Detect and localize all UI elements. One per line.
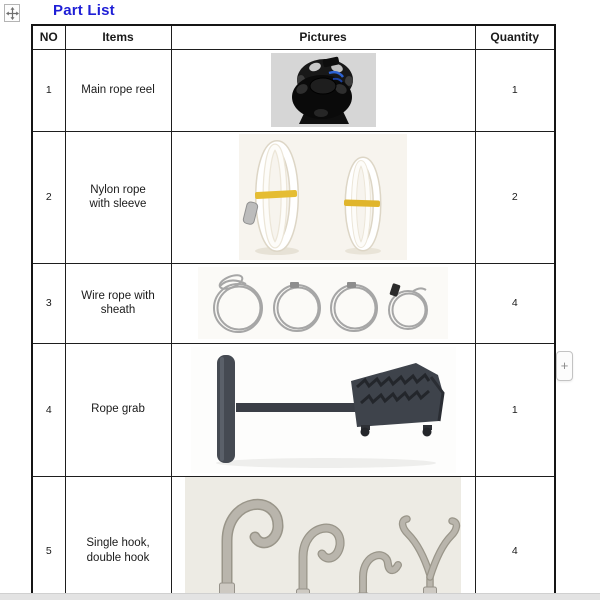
row-item: Wire rope with sheath [65,263,171,343]
row-no: 1 [32,49,65,131]
row-no: 5 [32,476,65,600]
bottom-scrollbar-track[interactable] [0,593,600,600]
table-row [32,476,555,600]
header-quantity: Quantity [475,25,555,49]
row-no: 4 [32,343,65,476]
table-row [32,263,555,343]
move-icon [6,7,19,20]
table-row [32,343,555,476]
wire-rope-with-sheath-photo [198,267,448,339]
row-quantity: 4 [475,476,555,600]
row-quantity: 1 [475,49,555,131]
rope-grab-photo [191,347,456,473]
table-row [32,131,555,263]
header-pictures: Pictures [171,25,475,49]
nylon-rope-with-sleeve-photo [239,134,407,260]
table-move-handle[interactable] [4,4,20,22]
insert-row-button[interactable]: + [556,351,573,381]
main-rope-reel-photo [271,53,376,127]
row-item: Single hook, double hook [65,476,171,600]
row-quantity: 1 [475,343,555,476]
row-item: Rope grab [65,343,171,476]
header-no: NO [32,25,65,49]
header-row [32,25,555,49]
row-no: 3 [32,263,65,343]
row-quantity: 2 [475,131,555,263]
row-item: Main rope reel [65,49,171,131]
header-items: Items [65,25,171,49]
page-title: Part List [53,2,115,19]
table-row [32,49,555,131]
row-item: Nylon rope with sleeve [65,131,171,263]
row-quantity: 4 [475,263,555,343]
row-no: 2 [32,131,65,263]
single-double-hook-photo [185,477,461,600]
part-list-table [31,24,556,600]
